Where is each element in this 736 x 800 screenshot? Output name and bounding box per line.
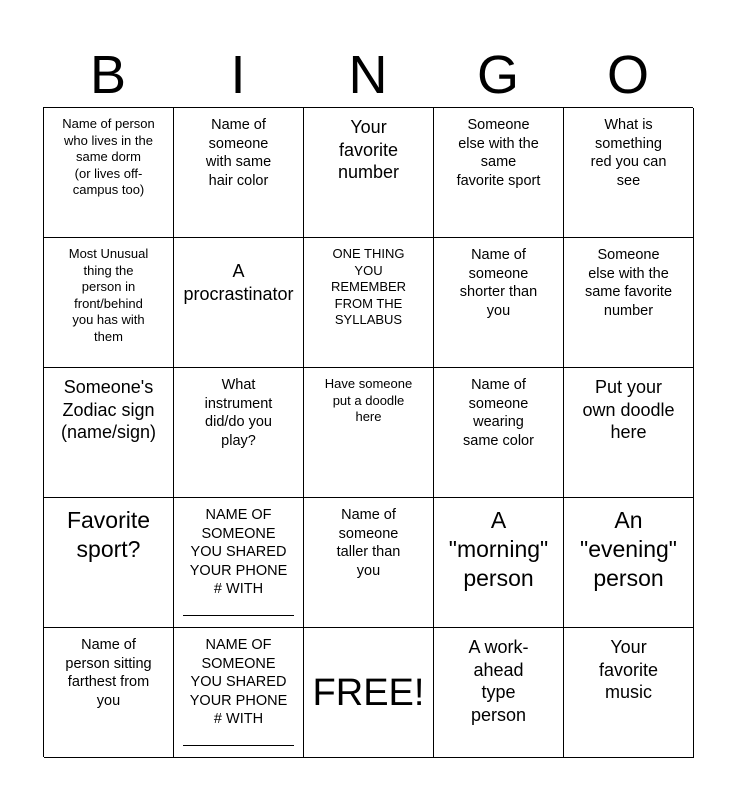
cell-text: Most Unusual thing the person in front/behind you has with them <box>68 246 149 344</box>
cell-text: What is something red you can see <box>590 117 667 189</box>
cell-text: Name of someone shorter than you <box>459 247 538 319</box>
cell-text: Have someone put a doodle here <box>324 376 413 424</box>
bingo-cell[interactable] <box>44 498 174 628</box>
cell-text: A procrastinator <box>183 261 294 304</box>
cell-text: Your favorite number <box>337 117 400 182</box>
bingo-board <box>43 107 693 757</box>
cell-text: ONE THING YOU REMEMBER FROM THE SYLLABUS <box>330 246 407 327</box>
bingo-cell[interactable] <box>564 238 694 368</box>
header-letter-n: N <box>348 45 388 105</box>
bingo-cell[interactable] <box>174 238 304 368</box>
cell-text: Name of person sitting farthest from you <box>65 637 152 709</box>
signature-line <box>183 615 294 616</box>
bingo-cell[interactable] <box>44 628 174 758</box>
bingo-cell[interactable] <box>434 368 564 498</box>
bingo-cell[interactable] <box>44 238 174 368</box>
bingo-cell[interactable] <box>434 498 564 628</box>
free-space-text: FREE! <box>312 671 425 714</box>
cell-text: Someone else with the same favorite number <box>584 247 673 319</box>
cell-text: A work- ahead type person <box>468 637 529 725</box>
bingo-cell[interactable] <box>564 108 694 238</box>
cell-text: A "morning" person <box>448 507 549 591</box>
header-letter-b: B <box>89 45 127 105</box>
bingo-cell[interactable] <box>174 108 304 238</box>
bingo-cell[interactable] <box>304 108 434 238</box>
cell-text: Name of someone taller than you <box>336 507 401 579</box>
bingo-header <box>43 44 693 106</box>
cell-text: NAME OF SOMEONE YOU SHARED YOUR PHONE # WITH <box>189 637 288 727</box>
header-letter-o: O <box>606 45 649 105</box>
cell-text: What instrument did/do you play? <box>204 377 273 449</box>
bingo-cell[interactable] <box>174 628 304 758</box>
bingo-cell[interactable] <box>44 368 174 498</box>
bingo-cell[interactable] <box>304 238 434 368</box>
bingo-cell[interactable] <box>304 368 434 498</box>
bingo-cell[interactable] <box>304 498 434 628</box>
cell-text: Put your own doodle here <box>582 377 675 442</box>
cell-text: NAME OF SOMEONE YOU SHARED YOUR PHONE # WITH <box>189 507 288 597</box>
cell-text: Favorite sport? <box>66 507 151 562</box>
cell-text: An "evening" person <box>580 507 677 591</box>
bingo-cell[interactable] <box>564 628 694 758</box>
bingo-cell[interactable] <box>174 368 304 498</box>
header-letter-i: I <box>230 45 246 105</box>
bingo-cell[interactable] <box>44 108 174 238</box>
bingo-cell[interactable] <box>434 628 564 758</box>
cell-text: Name of someone wearing same color <box>463 377 534 449</box>
cell-text: Name of someone with same hair color <box>205 117 272 189</box>
header-letter-g: G <box>476 45 519 105</box>
signature-line <box>183 745 294 746</box>
bingo-cell[interactable] <box>564 368 694 498</box>
cell-text: Your favorite music <box>598 637 659 702</box>
cell-text: Someone else with the same favorite sport <box>456 117 541 189</box>
bingo-cell[interactable] <box>174 498 304 628</box>
bingo-cell[interactable] <box>434 238 564 368</box>
free-space-cell[interactable] <box>304 628 434 758</box>
cell-text: Someone's Zodiac sign (name/sign) <box>60 377 157 442</box>
cell-text: Name of person who lives in the same dorm (or lives off- campus too) <box>62 116 155 197</box>
bingo-cell[interactable] <box>434 108 564 238</box>
bingo-cell[interactable] <box>564 498 694 628</box>
